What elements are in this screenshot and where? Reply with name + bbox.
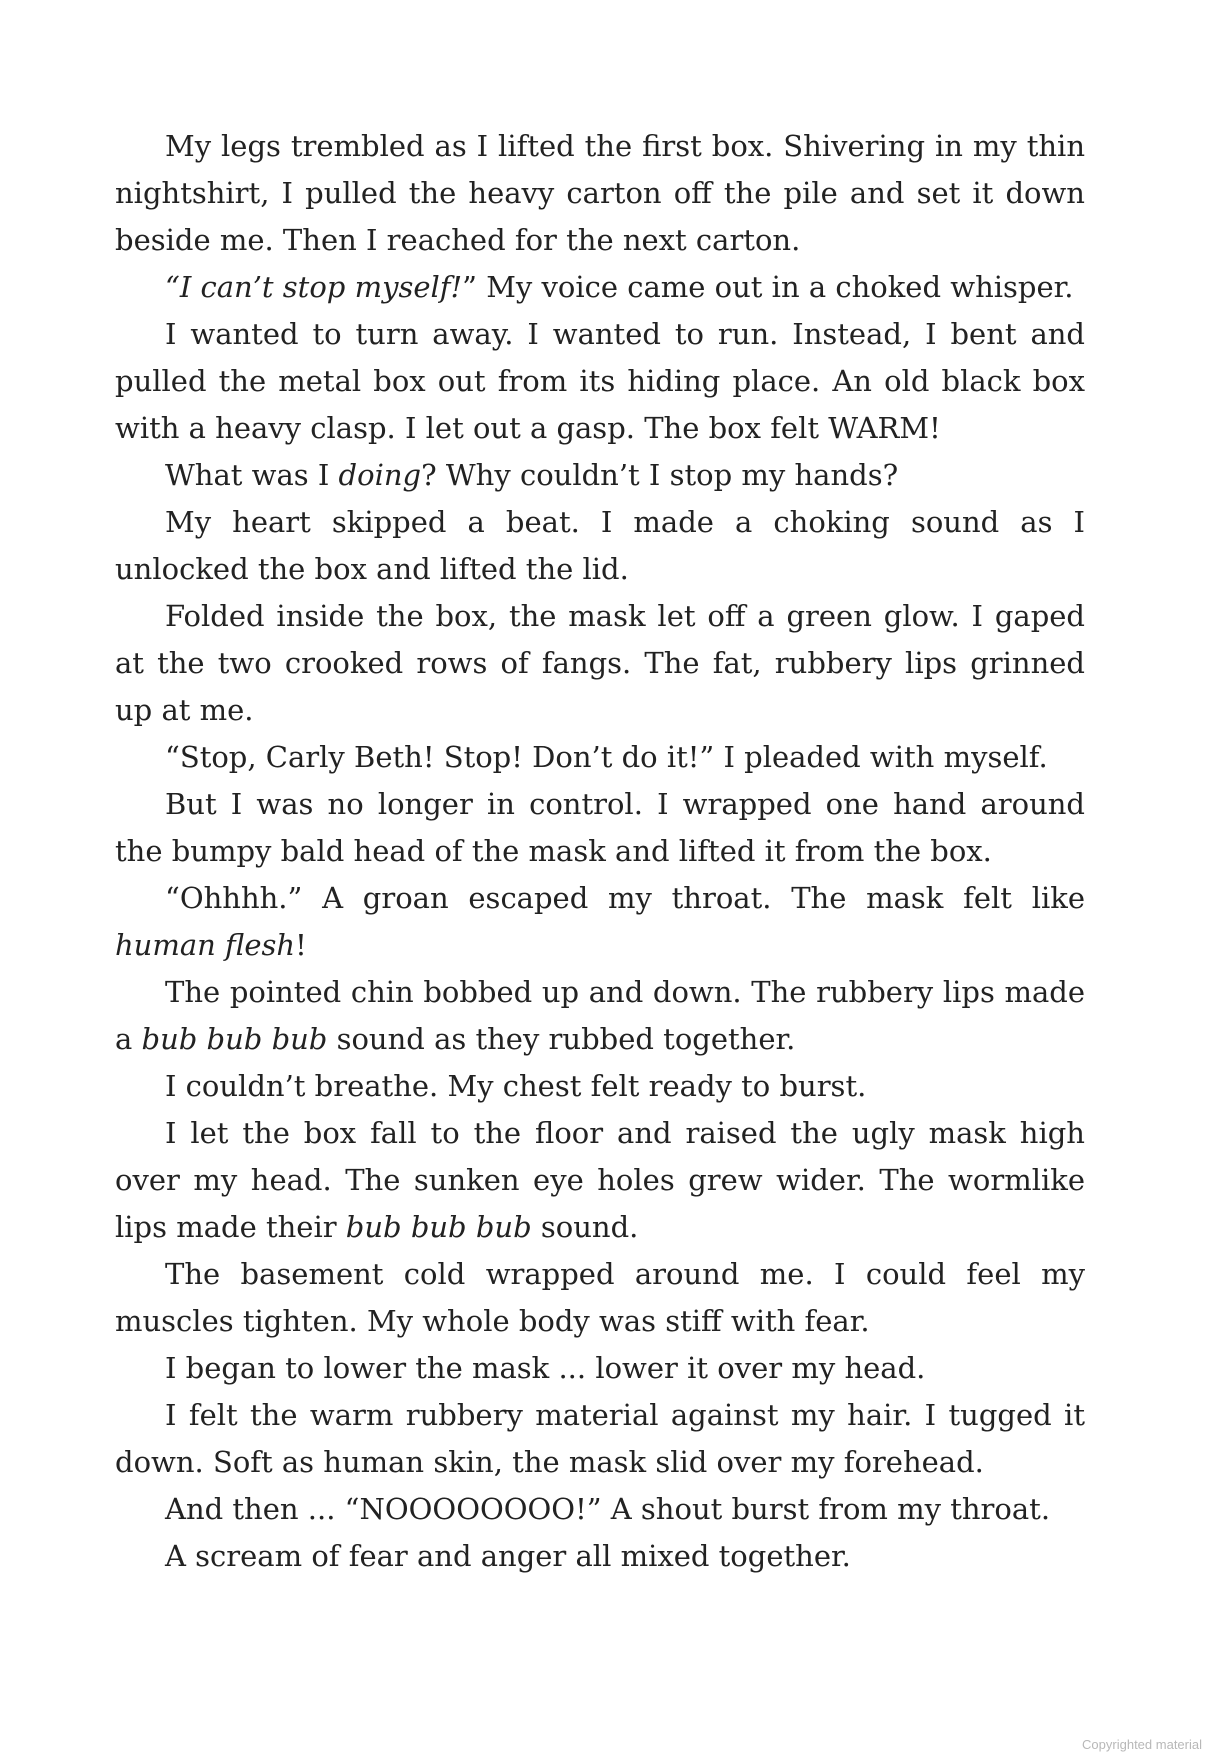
copyright-watermark: Copyrighted material <box>1082 1737 1202 1752</box>
text-run: And then ... “NOOOOOOOO!” A shout burst from my throat. <box>165 1492 1051 1526</box>
text-run: ? Why couldn’t I stop my hands? <box>421 458 899 492</box>
text-run: I felt the warm rubbery material against my hair. I tugged it down. Soft as human skin, the mask slid over my forehead. <box>115 1398 1085 1479</box>
text-run: sound. <box>531 1210 639 1244</box>
text-run: sound as they rubbed together. <box>327 1022 796 1056</box>
paragraph <box>115 969 1085 1063</box>
paragraph <box>115 311 1085 452</box>
paragraph <box>115 1251 1085 1345</box>
text-run: ” My voice came out in a choked whisper. <box>462 270 1074 304</box>
paragraph <box>115 123 1085 264</box>
text-run: What was I <box>165 458 339 492</box>
paragraph <box>115 452 1085 499</box>
italic-text: “I can’t stop myself! <box>165 270 463 304</box>
text-run: A scream of fear and anger all mixed together. <box>165 1539 851 1573</box>
text-run: The pointed chin bobbed up and down. The rubbery lips made a <box>115 975 1085 1056</box>
paragraph <box>115 875 1085 969</box>
text-run: “Ohhhh.” A groan escaped my throat. The mask felt like <box>165 881 1085 915</box>
paragraph <box>115 1392 1085 1486</box>
text-run: I couldn’t breathe. My chest felt ready to burst. <box>165 1069 867 1103</box>
paragraph <box>115 1345 1085 1392</box>
text-run: My legs trembled as I lifted the first box. Shivering in my thin nightshirt, I pulled the heavy carton off the pile and set it down beside me. Then I reached for the next carton. <box>115 129 1085 257</box>
text-run: But I was no longer in control. I wrapped one hand around the bumpy bald head of the mask and lifted it from the box. <box>115 787 1085 868</box>
text-run: My heart skipped a beat. I made a choking sound as I unlocked the box and lifted the lid. <box>115 505 1085 586</box>
paragraph <box>115 1486 1085 1533</box>
paragraph <box>115 593 1085 734</box>
text-run: Folded inside the box, the mask let off a green glow. I gaped at the two crooked rows of fangs. The fat, rubbery lips grinned up at me. <box>115 599 1085 727</box>
paragraph <box>115 1110 1085 1251</box>
paragraph <box>115 734 1085 781</box>
text-run: I began to lower the mask ... lower it over my head. <box>165 1351 926 1385</box>
paragraph <box>115 264 1085 311</box>
text-run: “Stop, Carly Beth! Stop! Don’t do it!” I pleaded with myself. <box>165 740 1048 774</box>
paragraph <box>115 499 1085 593</box>
page-body-text <box>115 123 1085 1580</box>
paragraph <box>115 781 1085 875</box>
text-run: ! <box>295 928 307 962</box>
italic-text: doing <box>338 458 422 492</box>
paragraph <box>115 1533 1085 1580</box>
text-run: I wanted to turn away. I wanted to run. Instead, I bent and pulled the metal box out from its hiding place. An old black box with a heavy clasp. I let out a gasp. The box felt WARM! <box>115 317 1085 445</box>
text-run: The basement cold wrapped around me. I could feel my muscles tighten. My whole body was stiff with fear. <box>115 1257 1085 1338</box>
italic-text: bub bub bub <box>141 1022 328 1056</box>
paragraph <box>115 1063 1085 1110</box>
text-run: I let the box fall to the floor and raised the ugly mask high over my head. The sunken eye holes grew wider. The wormlike lips made their <box>115 1116 1085 1244</box>
italic-text: human flesh <box>115 928 296 962</box>
italic-text: bub bub bub <box>345 1210 532 1244</box>
